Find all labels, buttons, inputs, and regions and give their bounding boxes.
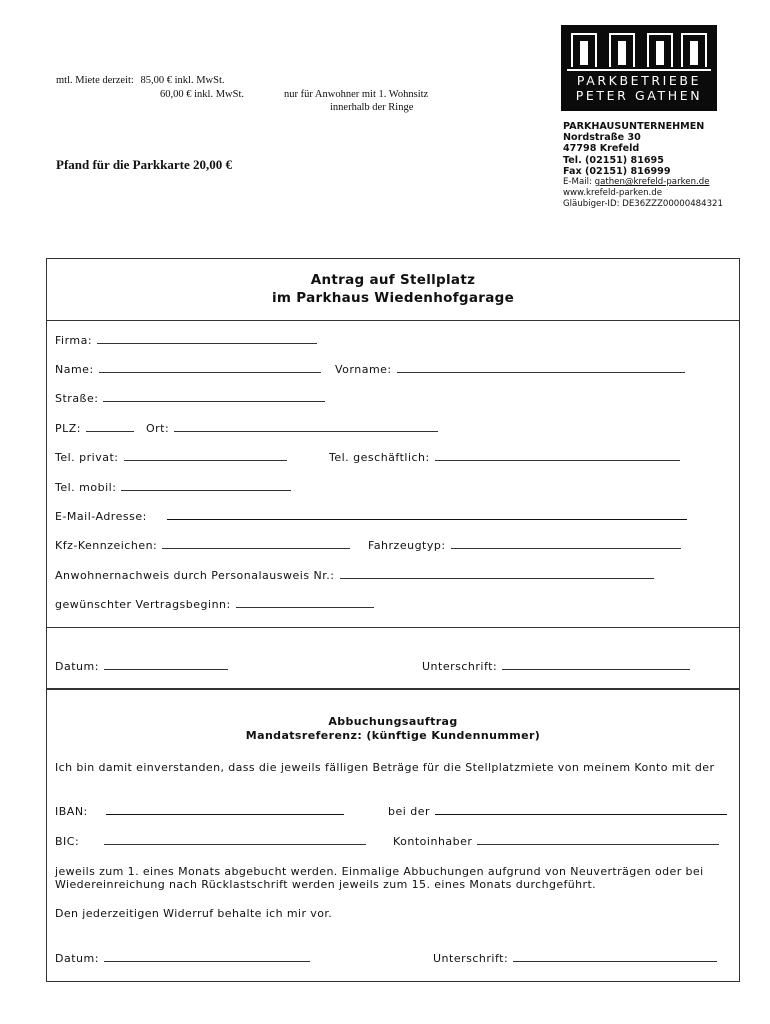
kfz-field[interactable] [162, 538, 350, 549]
fahrzeugtyp-field[interactable] [451, 538, 681, 549]
unterschrift-row [422, 659, 690, 673]
deposit-note: Pfand für die Parkkarte 20,00 € [56, 157, 232, 172]
name-field[interactable] [99, 362, 321, 373]
tel-privat-field[interactable] [124, 450, 287, 461]
iban-label: IBAN: [55, 805, 88, 818]
tel-geschaeftlich-row [329, 450, 680, 464]
tel-geschaeftlich-field[interactable] [435, 450, 680, 461]
firma-label: Firma: [55, 334, 93, 347]
vorname-label: Vorname: [335, 363, 392, 376]
form-title-line-1: Antrag auf Stellplatz [310, 272, 476, 288]
bic-label: BIC: [55, 835, 80, 848]
ort-row [146, 421, 438, 435]
mandate-datum-field[interactable] [104, 951, 310, 962]
company-address [563, 121, 723, 211]
resident-note-2: innerhalb der Ringe [330, 102, 414, 113]
rent-label: mtl. Miete derzeit: [56, 75, 134, 86]
kontoinhaber-row [393, 834, 719, 848]
bic-row [55, 834, 366, 848]
rent-price-2: 60,00 € inkl. MwSt. [160, 89, 245, 100]
resident-note-1: nur für Anwohner mit 1. Wohnsitz [284, 89, 429, 100]
fahrzeugtyp-row [368, 538, 681, 552]
mandate-title-line-2: Mandatsreferenz: (künftige Kundennummer) [245, 729, 541, 742]
application-form [46, 258, 740, 982]
mandate-widerruf: Den jederzeitigen Widerruf behalte ich mir vor. [55, 907, 333, 920]
vertragsbeginn-field[interactable] [236, 597, 374, 608]
mandate-unterschrift-field[interactable] [513, 951, 717, 962]
tel-privat-row [55, 450, 287, 464]
fahrzeugtyp-label: Fahrzeugtyp: [368, 539, 446, 552]
strasse-field[interactable] [103, 391, 325, 402]
company-name: PARKHAUSUNTERNEHMEN [563, 121, 705, 132]
form-title-line-2: im Parkhaus Wiedenhofgarage [271, 290, 515, 306]
iban-row [55, 804, 344, 818]
email-label: E-Mail: [563, 177, 592, 188]
ort-label: Ort: [146, 422, 170, 435]
mandate-title [47, 715, 739, 743]
anwohnernachweis-label: Anwohnernachweis durch Personalausweis Nr.: [55, 569, 335, 582]
vorname-row [335, 362, 685, 376]
form-title [47, 271, 739, 307]
company-city: 47798 Krefeld [563, 143, 640, 155]
company-fax: Fax (02151) 816999 [563, 165, 671, 177]
datum-field[interactable] [104, 659, 228, 670]
logo-line-1: PARKBETRIEBE [576, 73, 702, 88]
mandate-datum-row [55, 951, 310, 965]
bic-field[interactable] [104, 834, 366, 845]
email-row [55, 509, 687, 523]
kontoinhaber-field[interactable] [477, 834, 719, 845]
mandate-unterschrift-label: Unterschrift: [433, 952, 509, 965]
strasse-label: Straße: [55, 392, 99, 405]
bank-field[interactable] [435, 804, 727, 815]
vorname-field[interactable] [397, 362, 685, 373]
tel-mobil-row [55, 480, 291, 494]
tel-mobil-label: Tel. mobil: [55, 481, 117, 494]
logo-line-2: PETER GATHEN [575, 88, 703, 103]
firma-row [55, 333, 317, 347]
unterschrift-label: Unterschrift: [422, 660, 498, 673]
company-street: Nordstraße 30 [563, 132, 641, 144]
email-field[interactable] [167, 509, 687, 520]
mandate-debit-text: jeweils zum 1. eines Monats abgebucht werden. Einmalige Abbuchungen aufgrund von Neuverträgen oder bei Wiedereinreichung nach Rücklastschrift werden jeweils zum 15. eines Monats durchgeführt. [55, 865, 704, 891]
firma-field[interactable] [97, 333, 317, 344]
vertragsbeginn-label: gewünschter Vertragsbeginn: [55, 598, 231, 611]
company-tel: Tel. (02151) 81695 [563, 154, 664, 166]
email-label: E-Mail-Adresse: [55, 510, 147, 523]
iban-field[interactable] [106, 804, 344, 815]
strasse-row [55, 391, 325, 405]
kfz-label: Kfz-Kennzeichen: [55, 539, 158, 552]
name-row [55, 362, 321, 376]
company-email-line [563, 177, 723, 188]
bei-der-label: bei der [388, 805, 431, 818]
name-label: Name: [55, 363, 94, 376]
company-email-link[interactable]: gathen@krefeld-parken.de [594, 177, 710, 188]
company-website[interactable]: www.krefeld-parken.de [563, 188, 663, 199]
plz-label: PLZ: [55, 422, 82, 435]
kfz-row [55, 538, 350, 552]
anwohnernachweis-field[interactable] [340, 568, 654, 579]
mandate-title-line-1: Abbuchungsauftrag [328, 715, 458, 728]
unterschrift-field[interactable] [502, 659, 690, 670]
company-logo [561, 25, 717, 111]
creditor-id: Gläubiger-ID: DE36ZZZ00000484321 [563, 199, 723, 210]
ort-field[interactable] [174, 421, 438, 432]
datum-row [55, 659, 228, 673]
kontoinhaber-label: Kontoinhaber [393, 835, 473, 848]
vertragsbeginn-row [55, 597, 374, 611]
mandate-unterschrift-row [433, 951, 717, 965]
mandate-datum-label: Datum: [55, 952, 99, 965]
plz-row [55, 421, 134, 435]
plz-field[interactable] [86, 421, 134, 432]
anwohnernachweis-row [55, 568, 654, 582]
bei-der-row [388, 804, 727, 818]
tel-privat-label: Tel. privat: [55, 451, 119, 464]
rent-price-1: 85,00 € inkl. MwSt. [140, 75, 225, 86]
tel-geschaeftlich-label: Tel. geschäftlich: [329, 451, 430, 464]
datum-label: Datum: [55, 660, 99, 673]
mandate-consent: Ich bin damit einverstanden, dass die jeweils fälligen Beträge für die Stellplatzmiete von meinem Konto mit der [55, 761, 715, 774]
garage-bars-icon [569, 33, 709, 69]
rent-info [56, 74, 225, 88]
tel-mobil-field[interactable] [121, 480, 291, 491]
